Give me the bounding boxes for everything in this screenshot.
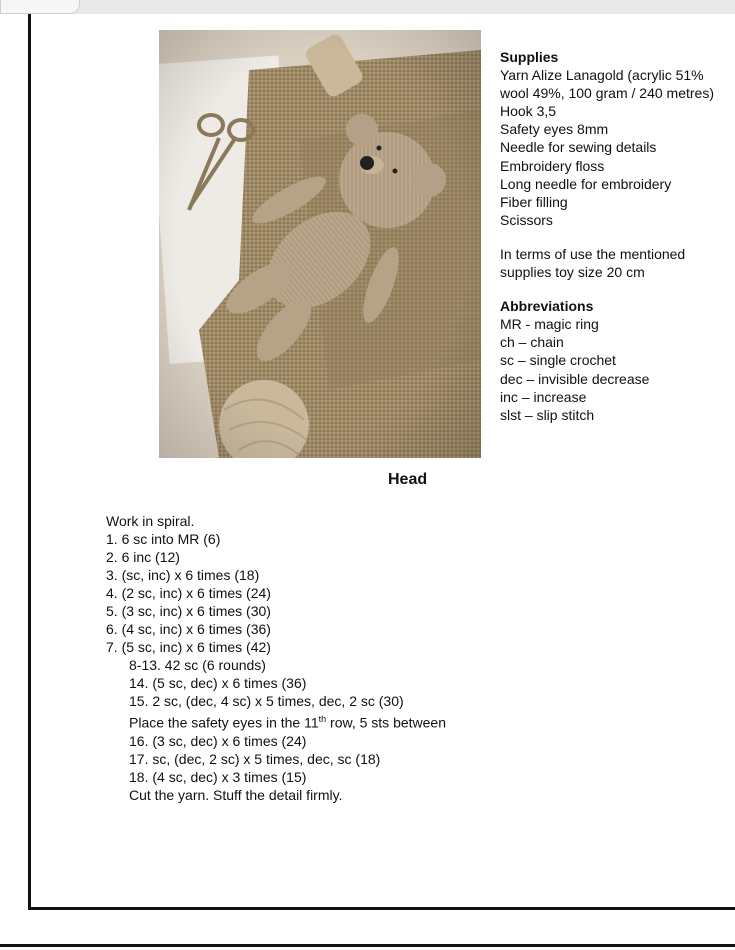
pattern-row: 18. (4 sc, dec) x 3 times (15)	[129, 768, 307, 785]
abbreviation-item: sc – single crochet	[500, 352, 616, 369]
supplies-block	[500, 48, 714, 424]
abbreviation-item: dec – invisible decrease	[500, 370, 650, 387]
supply-item: Yarn Alize Lanagold (acrylic 51%	[500, 67, 704, 84]
eyes-placement-note: Place the safety eyes in the 11th row, 5 sts between	[129, 714, 446, 731]
section-title-head: Head	[388, 471, 428, 488]
pattern-row: 8-13. 42 sc (6 rounds)	[129, 657, 266, 673]
pattern-row: 6. (4 sc, inc) x 6 times (36)	[106, 621, 271, 637]
pattern-row: 5. (3 sc, inc) x 6 times (30)	[106, 603, 271, 619]
viewer-top-bar	[0, 0, 735, 14]
pattern-row: 2. 6 inc (12)	[106, 549, 180, 565]
pattern-rows-list	[106, 530, 446, 656]
size-note: In terms of use the mentioned	[500, 245, 686, 262]
abbreviation-item: slst – slip stitch	[500, 406, 595, 423]
pattern-row: 7. (5 sc, inc) x 6 times (42)	[106, 639, 271, 655]
teddy-bear-photo	[159, 30, 481, 458]
abbreviation-item: ch – chain	[500, 334, 564, 351]
viewer-tab[interactable]	[0, 0, 80, 14]
pattern-row: 3. (sc, inc) x 6 times (18)	[106, 567, 260, 583]
finishing-note: Cut the yarn. Stuff the detail firmly.	[129, 786, 343, 803]
supply-item: Safety eyes 8mm	[500, 121, 609, 138]
supply-item: Needle for sewing details	[500, 139, 657, 156]
abbreviation-item: MR - magic ring	[500, 316, 599, 333]
pattern-row: 14. (5 sc, dec) x 6 times (36)	[129, 675, 307, 691]
pattern-row: 1. 6 sc into MR (6)	[106, 531, 221, 547]
pattern-row: 17. sc, (dec, 2 sc) x 5 times, dec, sc (18)	[129, 750, 381, 767]
pattern-row: 4. (2 sc, inc) x 6 times (24)	[106, 585, 271, 601]
abbreviation-item: inc – increase	[500, 388, 587, 405]
abbreviations-heading: Abbreviations	[500, 298, 594, 315]
supply-item: Scissors	[500, 211, 553, 228]
head-pattern	[106, 512, 446, 804]
supply-item: Fiber filling	[500, 193, 568, 210]
supplies-heading: Supplies	[500, 49, 559, 65]
supply-item: Long needle for embroidery	[500, 175, 672, 192]
supply-item: wool 49%, 100 gram / 240 metres)	[500, 85, 714, 102]
page-divider	[0, 944, 735, 947]
supply-item: Embroidery floss	[500, 157, 605, 174]
size-note: supplies toy size 20 cm	[500, 264, 645, 281]
pattern-row: 15. 2 sc, (dec, 4 sc) x 5 times, dec, 2 sc (30)	[129, 693, 404, 709]
pattern-intro: Work in spiral.	[106, 513, 195, 529]
supply-item: Hook 3,5	[500, 103, 557, 120]
pattern-row: 16. (3 sc, dec) x 6 times (24)	[129, 732, 307, 749]
